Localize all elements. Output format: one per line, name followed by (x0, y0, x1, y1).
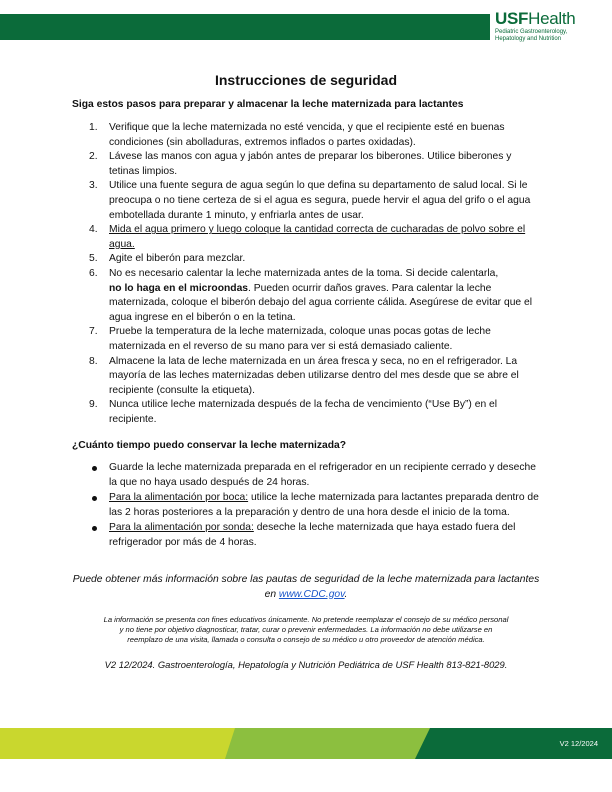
step-number: 1. (89, 122, 98, 133)
bullet-icon (92, 526, 97, 531)
step-text: Agite el biberón para mezclar. (109, 253, 246, 265)
step-text: No es necesario calentar la leche maternizada antes de la toma. Si decide calentarla, (109, 267, 499, 279)
logo-health: Health (528, 9, 576, 28)
prep-heading: Siga estos pasos para preparar y almacenar la leche maternizada para lactantes (72, 99, 464, 110)
step-number: 8. (89, 355, 98, 367)
storage-heading: ¿Cuánto tiempo puedo conservar la leche maternizada? (72, 440, 347, 451)
version-contact-line: V2 12/2024. Gastroenterología, Hepatología y Nutrición Pediátrica de USF Health 813-821-8029. (104, 659, 508, 670)
step-text: Lávese las manos con agua y jabón antes de preparar los biberones. Utilice biberones y tetinas limpios. (109, 151, 512, 177)
list-item (72, 150, 542, 179)
bullet-text: utilice la leche maternizada para lactantes preparada dentro de las 2 horas posteriores a la preparación y dentro de una hora desde el inicio de la toma. (109, 492, 539, 518)
list-item (72, 325, 542, 354)
logo-subtitle-2: Hepatology and Nutrition (495, 36, 562, 42)
footer-lime-stripe (0, 728, 265, 759)
disclaimer (66, 615, 546, 645)
list-item (72, 355, 542, 399)
step-number: 5. (89, 253, 98, 265)
bullet-icon (92, 496, 97, 501)
step-text: Verifique que la leche maternizada no esté vencida, y que el recipiente esté en buenas condiciones (sin abolladuras, extremos inflados o partes oxidadas). (109, 122, 505, 148)
disclaimer-line: reemplazo de una visita, llamada o consulta o consejo de su médico u otro proveedor de atención médica. (127, 635, 485, 644)
disclaimer-line: La información se presenta con fines educativos únicamente. No pretende reemplazar el consejo de su médico personal (103, 615, 509, 624)
bullet-text: deseche la leche maternizada que haya estado fuera del refrigerador por más de 4 horas. (109, 522, 516, 548)
step-number: 6. (89, 267, 98, 279)
bullet-icon (92, 466, 97, 471)
prep-steps-list (72, 121, 542, 427)
bullet-label: Para la alimentación por sonda: (109, 522, 254, 534)
step-number: 9. (89, 399, 98, 411)
list-item (72, 223, 542, 252)
more-info-end: . (344, 588, 348, 600)
cdc-link[interactable]: www.CDC.gov (278, 588, 345, 600)
step-number: 7. (89, 326, 98, 338)
list-item (72, 179, 542, 223)
step-text: Almacene la lata de leche maternizada en un área fresca y seca, no en el refrigerador. La mayoría de las leches maternizadas deben utilizarse dentro del mes desde que se abre el recipiente (consulte la etiqueta). (109, 355, 519, 396)
more-info-text: Puede obtener más información sobre las pautas de seguridad de la leche maternizada para lactantes en (72, 574, 540, 600)
list-item (72, 267, 542, 325)
page-title: Instrucciones de seguridad (214, 72, 398, 88)
list-item (72, 491, 542, 520)
bullet-label: Para la alimentación por boca: (109, 492, 249, 504)
footer-mid-stripe (225, 728, 440, 759)
storage-bullets-list (72, 461, 542, 552)
list-item (72, 398, 542, 427)
more-info-note (72, 573, 540, 602)
bullet-text: Guarde la leche maternizada preparada en el refrigerador en un recipiente cerrado y deseche la que no haya usado después de 24 horas. (109, 462, 537, 488)
logo-usf: USF (495, 9, 529, 28)
step-number: 3. (89, 180, 98, 192)
footer-version: V2 12/2024 (559, 739, 598, 748)
step-text: Utilice una fuente segura de agua según lo que defina su departamento de salud local. Si le preocupa o no tiene certeza de si el agua es segura, puede hervir el agua del grifo o el agua embotellada durante 1 minuto, y enfriarla antes de usar. (109, 180, 531, 221)
disclaimer-line: y no tiene por objetivo diagnosticar, tratar, curar o prevenir enfermedades. La información no debe utilizarse en (119, 625, 493, 634)
header-band (0, 14, 490, 40)
step-number: 4. (89, 224, 98, 236)
usf-health-logo (495, 10, 607, 43)
step-text: Mida el agua primero y luego coloque la cantidad correcta de cucharadas de polvo sobre el agua. (109, 224, 526, 250)
step-text: Pruebe la temperatura de la leche maternizada, coloque unas pocas gotas de leche maternizada en el reverso de su mano para ver si está demasiado caliente. (109, 326, 491, 352)
logo-subtitle-1: Pediatric Gastroenterology, (495, 29, 568, 35)
step-number: 2. (89, 151, 98, 163)
step-text: Nunca utilice leche maternizada después de la fecha de vencimiento (“Use By”) en el recipiente. (109, 399, 498, 425)
list-item (72, 521, 542, 550)
list-item (72, 461, 542, 490)
list-item (72, 252, 542, 267)
step-text-continued: . Pueden ocurrir daños graves. Para calentar la leche maternizada, coloque el biberón debajo del agua corriente cálida. Asegúrese de evitar que el agua ingrese en el biberón o en la tetina. (109, 282, 533, 323)
step-bold-warning: no lo haga en el microondas (109, 282, 249, 294)
list-item (72, 121, 542, 150)
footer-band (0, 728, 612, 759)
